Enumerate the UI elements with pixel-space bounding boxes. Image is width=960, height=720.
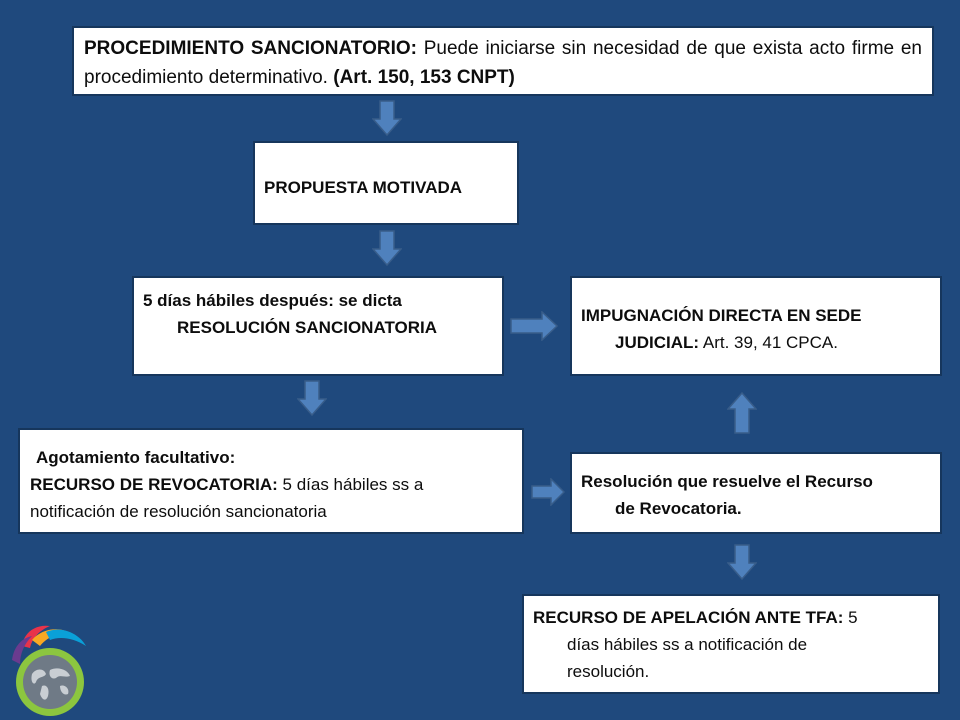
apelacion-text1: 5 xyxy=(848,608,858,627)
revocatoria-heading: Agotamiento facultativo: xyxy=(36,448,236,467)
revocatoria-text1: 5 días hábiles ss a xyxy=(282,475,424,494)
impugnacion-label: JUDICIAL: xyxy=(615,333,700,352)
title-label: PROCEDIMIENTO SANCIONATORIO: xyxy=(84,38,417,59)
resolucion-recurso-box xyxy=(570,452,942,534)
arrow-down-1-icon xyxy=(372,100,402,136)
title-text: Puede iniciarse sin necesidad de que exista acto firme en procedimiento determinativo. xyxy=(84,38,922,88)
resolucion-recurso-line1: Resolución que resuelve el Recurso xyxy=(581,472,873,491)
revocatoria-line2 xyxy=(30,471,522,498)
impugnacion-box xyxy=(570,276,942,376)
arrow-right-1-icon xyxy=(510,311,558,341)
resolucion-recurso-line2: de Revocatoria. xyxy=(615,499,742,518)
propuesta-motivada-box xyxy=(253,141,519,225)
apelacion-text3: resolución. xyxy=(567,662,650,681)
arrow-up-icon xyxy=(727,392,757,434)
arrow-right-2-icon xyxy=(531,478,565,506)
arrow-down-4-icon xyxy=(727,544,757,580)
arrow-down-2-icon xyxy=(372,230,402,266)
revocatoria-box xyxy=(18,428,524,534)
resolucion-sancionatoria-line2: RESOLUCIÓN SANCIONATORIA xyxy=(177,318,438,337)
revocatoria-label: RECURSO DE REVOCATORIA: xyxy=(30,475,278,494)
apelacion-box xyxy=(522,594,940,694)
impugnacion-articles: Art. 39, 41 CPCA. xyxy=(702,333,838,352)
title-box xyxy=(72,26,934,96)
resolucion-sancionatoria-line1: 5 días hábiles después: se dicta xyxy=(143,291,402,310)
revocatoria-text2: notificación de resolución sancionatoria xyxy=(30,502,327,521)
propuesta-label: PROPUESTA MOTIVADA xyxy=(264,178,463,197)
resolucion-sancionatoria-box xyxy=(132,276,504,376)
title-reference: (Art. 150, 153 CNPT) xyxy=(333,67,515,88)
apelacion-label: RECURSO DE APELACIÓN ANTE TFA: xyxy=(533,608,844,627)
impugnacion-line1: IMPUGNACIÓN DIRECTA EN SEDE xyxy=(581,306,862,325)
impugnacion-line2 xyxy=(581,329,940,356)
apelacion-line1 xyxy=(533,604,938,631)
arrow-down-3-icon xyxy=(297,380,327,416)
apelacion-text2: días hábiles ss a notificación de xyxy=(567,635,808,654)
globe-logo-icon xyxy=(2,616,94,720)
